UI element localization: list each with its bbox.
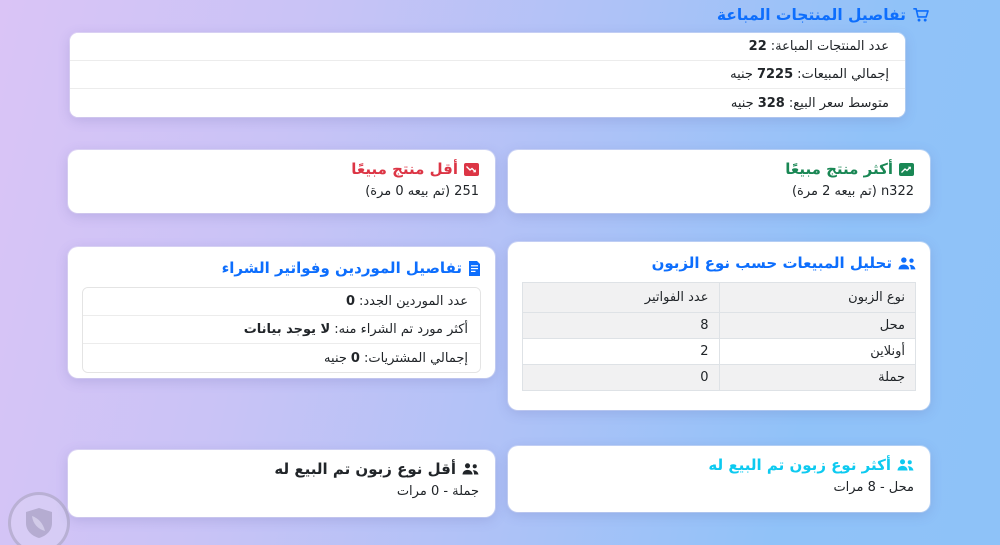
most-customer-type-title-text: أكثر نوع زبون تم البيع له	[708, 456, 891, 474]
suppliers-row-top-supplier	[83, 316, 480, 344]
most-customer-type-value: محل - 8 مرات	[833, 480, 914, 495]
customer-analysis-title	[522, 254, 916, 272]
least-sold-product-value: 251 (تم بيعه 0 مرة)	[365, 184, 479, 199]
cell-customer-type: محل	[719, 313, 916, 339]
customer-analysis-card	[508, 242, 930, 410]
supplier-value: 0	[350, 350, 360, 366]
suppliers-card-title-text: تفاصيل الموردين وفواتير الشراء	[221, 259, 462, 277]
cell-invoice-count: 8	[523, 313, 720, 339]
table-header-invoice-count: عدد الفواتير	[523, 283, 720, 313]
customer-analysis-title-text: تحليل المبيعات حسب نوع الزبون	[651, 254, 892, 272]
summary-label: إجمالي المبيعات:	[797, 67, 889, 82]
summary-suffix: جنيه	[730, 67, 753, 82]
supplier-label: أكثر مورد تم الشراء منه:	[334, 322, 468, 337]
summary-row-products-count	[70, 33, 905, 61]
suppliers-row-total-purchases	[83, 344, 480, 372]
page-title-text: تفاصيل المنتجات المباعة	[716, 6, 906, 24]
table-row	[523, 365, 916, 391]
summary-label: عدد المنتجات المباعة:	[770, 39, 889, 54]
shield-icon	[24, 507, 54, 539]
supplier-label: عدد الموردين الجدد:	[359, 294, 468, 309]
least-sold-product-card	[68, 150, 495, 213]
suppliers-card-title	[82, 259, 481, 277]
watermark-logo	[8, 492, 70, 545]
cell-invoice-count: 2	[523, 339, 720, 365]
most-customer-type-title	[524, 456, 914, 474]
supplier-value: 0	[345, 294, 356, 309]
users-icon	[462, 463, 479, 475]
least-customer-type-title	[84, 460, 479, 478]
least-sold-product-title-text: أقل منتج مبيعًا	[351, 160, 458, 178]
table-row	[523, 313, 916, 339]
suppliers-row-new-count	[83, 288, 480, 316]
least-customer-type-value: جملة - 0 مرات	[396, 484, 479, 499]
customer-analysis-table	[522, 282, 916, 391]
chart-down-icon	[464, 163, 479, 176]
suppliers-list	[82, 287, 481, 373]
summary-suffix: جنيه	[730, 95, 754, 111]
cell-customer-type: أونلاين	[719, 339, 916, 365]
most-sold-product-title	[524, 160, 914, 178]
page-title	[717, 6, 930, 24]
summary-label: متوسط سعر البيع:	[788, 95, 889, 111]
users-icon	[898, 257, 916, 270]
least-sold-product-title	[84, 160, 479, 178]
least-customer-type-title-text: أقل نوع زبون تم البيع له	[274, 460, 456, 478]
chart-up-icon	[899, 163, 914, 176]
least-customer-type-card	[68, 450, 495, 517]
supplier-label: إجمالي المشتريات:	[363, 350, 468, 366]
summary-row-total-sales	[70, 61, 905, 89]
supplier-suffix: جنيه	[324, 350, 347, 366]
summary-value: 328	[757, 95, 785, 111]
table-row	[523, 339, 916, 365]
cart-icon	[913, 7, 930, 23]
most-sold-product-value: n322 (تم بيعه 2 مرة)	[791, 184, 914, 199]
suppliers-details-card	[68, 247, 495, 378]
cell-customer-type: جملة	[719, 365, 916, 391]
sold-products-summary-card	[70, 33, 905, 117]
supplier-value: لا يوجد بيانات	[243, 322, 331, 337]
most-sold-product-title-text: أكثر منتج مبيعًا	[785, 160, 893, 178]
users-icon	[897, 459, 914, 471]
summary-value: 7225	[756, 67, 794, 82]
most-customer-type-card	[508, 446, 930, 512]
most-sold-product-card	[508, 150, 930, 213]
summary-value: 22	[748, 39, 767, 54]
file-invoice-icon	[468, 261, 481, 276]
table-header-customer-type: نوع الزبون	[719, 283, 916, 313]
cell-invoice-count: 0	[523, 365, 720, 391]
summary-row-average-price	[70, 89, 905, 117]
table-header-row	[523, 283, 916, 313]
